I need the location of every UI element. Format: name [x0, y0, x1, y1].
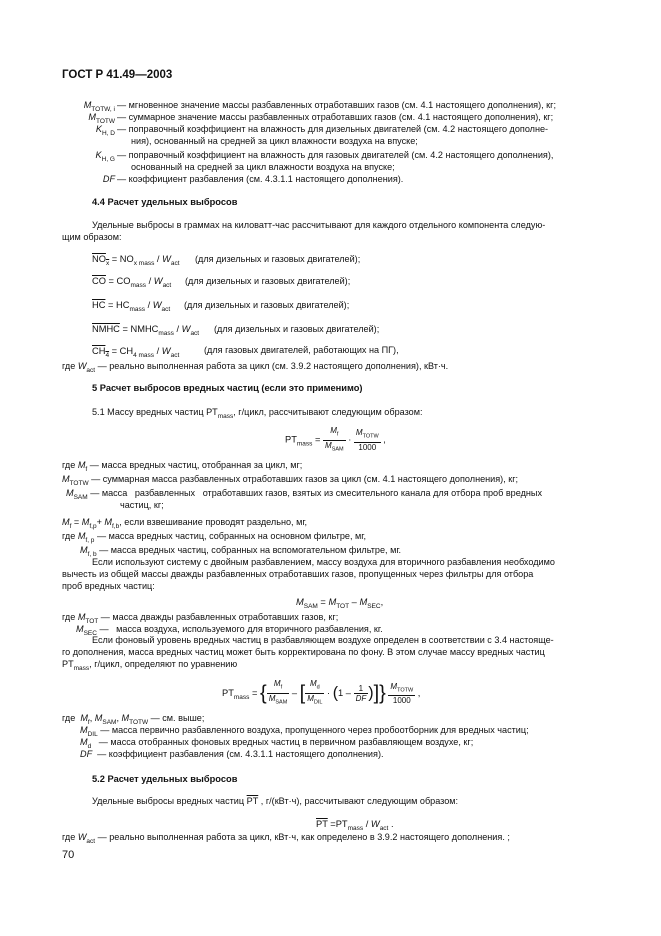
- section-heading-5-2: 5.2 Расчет удельных выбросов: [92, 774, 238, 784]
- definition-mfp: где $M_{f, p}$ — масса вредных частиц, собранных на основном фильтре, мг,: [62, 531, 366, 544]
- equation-note: (для дизельных и газовых двигателей);: [195, 254, 361, 264]
- paragraph: вычесть из общей массы дважды разбавленных отработавших газов, пропущенных через фильтры для отбора: [62, 569, 534, 579]
- symbol-df: DF: [102, 174, 115, 184]
- page-number: 70: [62, 849, 75, 861]
- definition-msec: $M_{SEC}$ — масса воздуха, используемого для вторичного разбавления, кг.: [76, 624, 383, 637]
- equation-pt-mass-corrected: $PT_{mass}$ = { $\frac{M_f}{M_{SAM}}$ – [ $\frac{M_d}{M_{DIL}}$ · (1 – $\frac{1}{DF}$ )]} $\frac{M_{TOTW}}{1000}$ ,: [222, 679, 421, 706]
- section-heading-5: 5 Расчет выбросов вредных частиц (если это применимо): [92, 383, 363, 393]
- equation-note: (для дизельных и газовых двигателей);: [184, 300, 350, 310]
- paragraph: Если фоновый уровень вредных частиц в разбавляющем воздухе определен в соответствии с 3.4 настояще-: [92, 635, 554, 645]
- definition-mfb: $M_{f, b}$ — масса вредных частиц, собранных на вспомогательном фильтре, мг.: [80, 545, 402, 558]
- definition-line: — поправочный коэффициент на влажность для дизельных двигателей (см. 4.2 настоящего дополне-: [117, 124, 549, 134]
- equation-co: $\overline{CO} = CO_{mass} / W_{act}$: [92, 276, 172, 289]
- definition-line: — мгновенное значение массы разбавленных отработавших газов (см. 4.1 настоящего дополнения), кг;: [117, 100, 556, 110]
- equation-hc: $\overline{HC} = HC_{mass} / W_{act}$: [92, 300, 171, 313]
- definition-md: $M_d$ — масса отобранных фоновых вредных частиц в первичном разбавляющем воздухе, кг;: [80, 737, 474, 750]
- equation-note: (для дизельных и газовых двигателей);: [185, 276, 351, 286]
- definition-mtot: где $M_{TOT}$ — масса дважды разбавленных отработавших газов, кг;: [62, 612, 339, 625]
- equation-nox: $NO_x = NO_{x mass} / W_{act}$: [92, 254, 180, 267]
- definition-line: — поправочный коэффициент на влажность для газовых двигателей (см. 4.2 настоящего дополнения),: [117, 150, 554, 160]
- definition-line: — суммарное значение массы разбавленных отработавших газов (см. 4.1 настоящего дополнения), кг;: [117, 112, 554, 122]
- definition-mtotw: $M_{TOTW}$ — суммарная масса разбавленных отработавших газов за цикл (см. 4.1 настоящего дополнения), кг;: [62, 474, 519, 487]
- document-header: ГОСТ Р 41.49—2003: [62, 69, 173, 81]
- paragraph: Удельные выбросы в граммах на киловатт-час рассчитывают для каждого отдельного компонента следую-: [92, 220, 546, 230]
- definition-continuation: частиц, кг;: [120, 500, 164, 510]
- definition-mdil: $M_{DIL}$ — масса первично разбавленного воздуха, пропущенного через пробоотборник для вредных частиц;: [80, 725, 529, 738]
- definition-msam: $M_{SAM}$ — масса разбавленных отработавших газов, взятых из смесительного канала для отбора проб вредных: [66, 488, 543, 501]
- definition-df: DF — коэффициент разбавления (см. 4.3.1.1 настоящего дополнения).: [80, 749, 384, 759]
- definition-mf: где $M_f$ — масса вредных частиц, отобранная за цикл, мг;: [62, 460, 303, 473]
- equation-msam: $M_{SAM} = M_{TOT} - M_{SEC}$,: [296, 597, 384, 610]
- paragraph-continuation: щим образом:: [62, 232, 122, 242]
- paragraph: го дополнения, масса вредных частиц может быть корректирована по фону. В этом случае массу вредных частиц: [62, 647, 545, 657]
- equation-pt: $\overline{PT} =PT_{mass} / W_{act}$ .: [316, 819, 394, 832]
- definition-continuation: основанный на средней за цикл влажности воздуха на впуске;: [131, 162, 395, 172]
- paragraph: проб вредных частиц:: [62, 581, 155, 591]
- symbol-mtotw-i: $M_{TOTW, i}$: [83, 100, 115, 113]
- section-heading-4-4: 4.4 Расчет удельных выбросов: [92, 197, 238, 207]
- symbol-mtotw: $M_{TOTW}$: [88, 112, 115, 125]
- mf-sum-line: $M_f = M_{f,p}+ M_{f,b}$, если взвешивание проводят раздельно, мг,: [62, 517, 308, 530]
- paragraph-5-2: Удельные выбросы вредных частиц $\overline{PT}$ , г/(кВт·ч), рассчитывают следующим образом:: [92, 796, 459, 806]
- where-line: где $W_{act}$ — реально выполненная работа за цикл, кВт·ч, как определено в 3.9.2 настоящего дополнения. ;: [62, 832, 510, 845]
- symbol-khg: $K_{H, G}$: [95, 150, 115, 163]
- where-line: где $W_{act}$ — реально выполненная работа за цикл (см. 3.9.2 настоящего дополнения), кВт·ч.: [62, 361, 449, 374]
- equation-ch4: $CH_4 = CH_{4 mass} / W_{act}$: [92, 346, 180, 359]
- definition-continuation: ния), основанный на средней за цикл влажности воздуха на впуске;: [131, 136, 418, 146]
- symbol-khd: $K_{H, D}$: [95, 124, 115, 137]
- definition-line: — коэффициент разбавления (см. 4.3.1.1 настоящего дополнения).: [117, 174, 404, 184]
- paragraph: $PT_{mass}$, г/цикл, определяют по уравнению: [62, 659, 238, 672]
- definition-see-above: где $M_f$, $M_{SAM}$, $M_{TOTW}$ — см. выше;: [62, 713, 205, 726]
- equation-pt-mass: $PT_{mass}$ = $\frac{M_f}{M_{SAM}}$ · $\frac{M_{TOTW}}{1000}$ ,: [285, 426, 386, 453]
- equation-note: (для дизельных и газовых двигателей);: [214, 324, 380, 334]
- paragraph-5-1: 5.1 Массу вредных частиц $PT_{mass}$, г/цикл, рассчитывают следующим образом:: [92, 407, 423, 420]
- paragraph: Если используют систему с двойным разбавлением, массу воздуха для вторичного разбавления необходимо: [92, 557, 555, 567]
- equation-nmhc: NMHC = $NMHC_{mass} / W_{act}$: [92, 324, 200, 337]
- equation-note: (для газовых двигателей, работающих на ПГ),: [204, 345, 399, 355]
